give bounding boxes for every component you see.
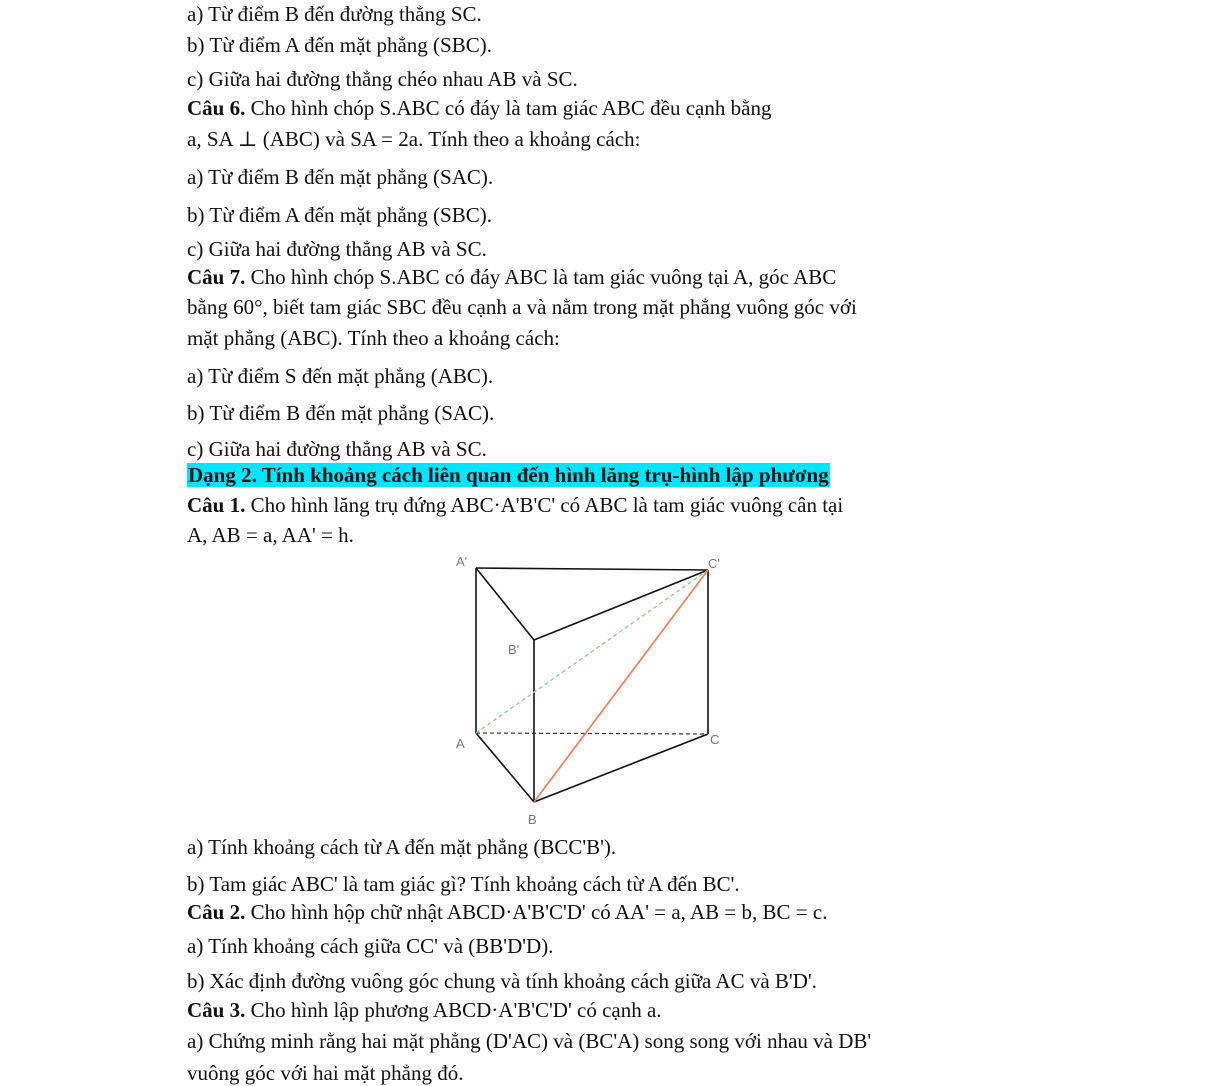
text-line: b) Xác định đường vuông góc chung và tính khoảng cách giữa AC và B'D'. (187, 969, 817, 993)
section-heading-text: Dạng 2. Tính khoảng cách liên quan đến hình lăng trụ-hình lập phương (188, 463, 829, 487)
prism-figure (440, 548, 740, 828)
question-line (187, 899, 827, 925)
text-line: c) Giữa hai đường thẳng AB và SC. (187, 237, 487, 261)
text-line: vuông góc với hai mặt phẳng đó. (187, 1061, 464, 1085)
question-number: Câu 1. (187, 493, 246, 517)
text-line: a) Tính khoảng cách giữa CC' và (BB'D'D). (187, 934, 554, 958)
text-line: b) Từ điểm B đến mặt phẳng (SAC). (187, 401, 495, 425)
text-line: c) Giữa hai đường thẳng AB và SC. (187, 437, 487, 461)
text-line: a) Tính khoảng cách từ A đến mặt phẳng (BCC'B'). (187, 835, 617, 859)
label-c1: C' (708, 556, 720, 571)
edge-a-b (476, 733, 534, 802)
question-number: Câu 2. (187, 900, 246, 924)
label-b1: B' (508, 642, 520, 657)
label-b: B (528, 812, 537, 827)
question-number: Câu 6. (187, 96, 246, 120)
edge-a1-c1 (476, 568, 708, 570)
text-line: a) Chứng minh rằng hai mặt phẳng (D'AC) và (BC'A) song song với nhau và DB' (187, 1029, 872, 1053)
question-text: Cho hình chóp S.ABC có đáy ABC là tam giác vuông tại A, góc ABC (245, 265, 837, 289)
label-c: C (710, 732, 720, 747)
text-line: A, AB = a, AA' = h. (187, 523, 354, 547)
question-text: Cho hình chóp S.ABC có đáy là tam giác ABC đều cạnh bằng (245, 96, 772, 120)
question-number: Câu 3. (187, 998, 246, 1022)
section-heading (187, 462, 830, 488)
question-line (187, 997, 662, 1023)
edge-a1-b1 (476, 568, 534, 640)
text-line: a) Từ điểm B đến đường thẳng SC. (187, 2, 482, 26)
text-line: a) Từ điểm S đến mặt phẳng (ABC). (187, 364, 494, 388)
question-number: Câu 7. (187, 265, 246, 289)
text-line: b) Từ điểm A đến mặt phẳng (SBC). (187, 33, 492, 57)
text-line: mặt phẳng (ABC). Tính theo a khoảng cách: (187, 326, 560, 350)
text-line: a) Từ điểm B đến mặt phẳng (SAC). (187, 165, 494, 189)
text-line: b) Từ điểm A đến mặt phẳng (SBC). (187, 203, 492, 227)
text-line: bằng 60°, biết tam giác SBC đều cạnh a và nằm trong mặt phẳng vuông góc với (187, 295, 857, 319)
hidden-edge-a-c (476, 733, 708, 734)
text-line: c) Giữa hai đường thẳng chéo nhau AB và SC. (187, 67, 578, 91)
question-line (187, 264, 836, 290)
text-line: b) Tam giác ABC' là tam giác gì? Tính khoảng cách từ A đến BC'. (187, 872, 740, 896)
question-line (187, 95, 771, 121)
question-text: Cho hình lăng trụ đứng ABC·A'B'C' có ABC là tam giác vuông cân tại (245, 493, 844, 517)
question-line (187, 492, 843, 518)
question-text: Cho hình lập phương ABCD·A'B'C'D' có cạnh a. (245, 998, 662, 1022)
label-a1: A' (456, 554, 468, 569)
question-text: Cho hình hộp chữ nhật ABCD·A'B'C'D' có AA' = a, AB = b, BC = c. (245, 900, 828, 924)
text-line: a, SA ⊥ (ABC) và SA = 2a. Tính theo a khoảng cách: (187, 127, 641, 151)
label-a: A (456, 736, 465, 751)
